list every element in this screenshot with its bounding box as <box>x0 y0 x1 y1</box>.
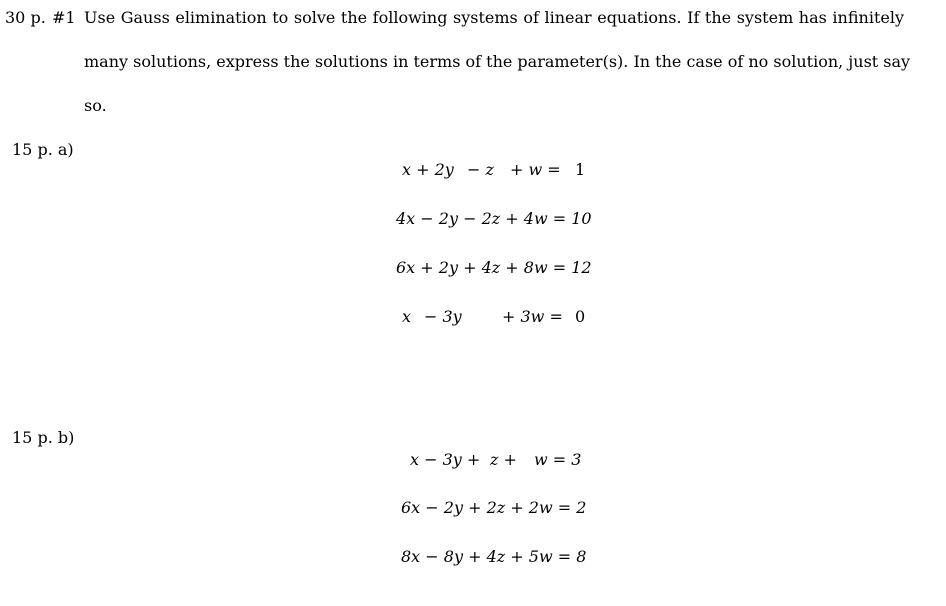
eq-term: 1 <box>575 160 586 179</box>
part-a-label: 15 p. a) <box>12 140 74 159</box>
part-b-equation-1 <box>410 450 590 470</box>
eq-term: 8x − 8y + 4z + 5w = 8 <box>401 547 587 566</box>
eq-term: − 3y <box>424 307 462 326</box>
problem-number: #1 <box>52 8 76 27</box>
eq-term: 0 <box>575 307 586 326</box>
part-a-equation-1 <box>402 160 592 180</box>
eq-term: x − 3y + <box>410 450 481 469</box>
problem-points: 30 p. <box>5 8 46 27</box>
eq-term: x <box>402 307 412 326</box>
eq-term: 6x + 2y + 4z + 8w = 12 <box>396 258 592 277</box>
eq-term: 4x − 2y − 2z + 4w = 10 <box>396 209 592 228</box>
eq-term: z + <box>490 450 517 469</box>
eq-term: w = 3 <box>534 450 582 469</box>
eq-term: + 3w = <box>502 307 563 326</box>
part-a-equation-4 <box>402 307 592 327</box>
eq-term: 6x − 2y + 2z + 2w = 2 <box>401 498 587 517</box>
problem-text-line2: many solutions, express the solutions in terms of the parameter(s). In the case of no solution, just say <box>84 52 911 71</box>
eq-term: x + 2y <box>402 160 454 179</box>
problem-text-line3: so. <box>84 96 107 115</box>
part-b-label: 15 p. b) <box>12 428 75 447</box>
eq-term: + w = <box>510 160 561 179</box>
eq-term: − z <box>467 160 494 179</box>
problem-text-line1: Use Gauss elimination to solve the following systems of linear equations. If the system has infinitely <box>84 8 904 27</box>
